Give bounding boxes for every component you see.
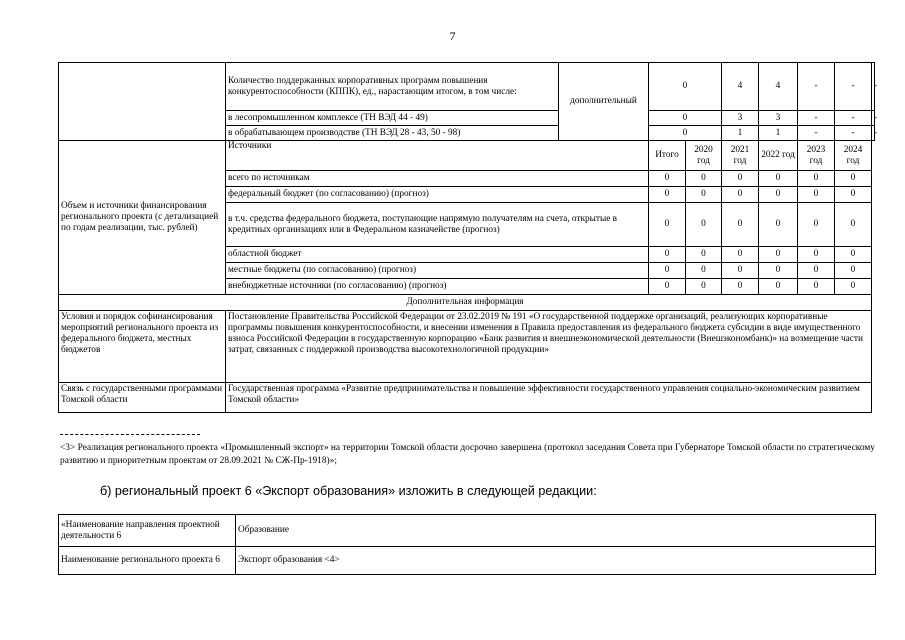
finance-value: 0 — [835, 279, 872, 295]
conditions-label: Условия и порядок софинансирования мероприятий регионального проекта из федерального бюджета, местных бюджетов — [59, 311, 226, 383]
col-header: 2023 год — [798, 141, 835, 171]
finance-value: 0 — [686, 203, 722, 247]
finance-value: 0 — [722, 171, 759, 187]
blank-cell — [59, 63, 226, 141]
finance-value: 0 — [835, 171, 872, 187]
col-header: 2021 год — [722, 141, 759, 171]
finance-value: 0 — [759, 247, 798, 263]
finance-value: 0 — [835, 203, 872, 247]
kppk-value: - — [835, 63, 872, 111]
finance-value: 0 — [759, 263, 798, 279]
finance-value: 0 — [722, 279, 759, 295]
sources-header: Источники — [226, 141, 649, 171]
finance-value: 0 — [649, 247, 686, 263]
col-header: Итого — [649, 141, 686, 171]
manuf-value: 1 — [722, 126, 759, 141]
finance-value: 0 — [835, 247, 872, 263]
finance-value: 0 — [759, 171, 798, 187]
direction-label: «Наименование направления проектной деятельности 6 — [59, 515, 236, 547]
project-value: Экспорт образования <4> — [236, 547, 876, 575]
finance-row-label: местные бюджеты (по согласованию) (прогноз) — [226, 263, 649, 279]
footnote: <3> Реализация регионального проекта «Промышленный экспорт» на территории Томской области досрочно завершена (протокол заседания Совета при Губернаторе Томской области по стратегическому развитию и приоритетным проектам от 28.09.2021 № СЖ-Пр-1918)»; — [60, 443, 875, 466]
finance-value: 0 — [649, 263, 686, 279]
finance-value: 0 — [798, 187, 835, 203]
finance-row-label: внебюджетные источники (по согласованию) (прогноз) — [226, 279, 649, 295]
conditions-text: Постановление Правительства Российской Федерации от 23.02.2019 № 191 «О государственной поддержке организаций, реализующих корпоративные программы повышения конкурентоспособности, и внесении изменения в Правила предоставления из федерального бюджета субсидии в виде имущественного взноса Российской Федерации в государственную корпорацию «Банк развития и внешнеэкономической деятельности (Внешэкономбанк)» на возмещение части затрат, связанных с поддержкой производства высокотехнологичной продукции» — [226, 311, 872, 383]
finance-value: 0 — [649, 279, 686, 295]
manuf-value: 1 — [759, 126, 798, 141]
link-text: Государственная программа «Развитие предпринимательства и повышение эффективности государственного управления социально-экономическим развитием Томской области» — [226, 383, 872, 413]
finance-value: 0 — [798, 171, 835, 187]
forest-value: - — [835, 111, 872, 126]
col-header: 2022 год — [759, 141, 798, 171]
kppk-value: 4 — [759, 63, 798, 111]
manuf-value: - — [835, 126, 872, 141]
kppk-value: 4 — [722, 63, 759, 111]
page-number: 7 — [449, 29, 456, 43]
finance-value: 0 — [798, 279, 835, 295]
manuf-value: - — [798, 126, 835, 141]
footnote-rule — [60, 434, 200, 435]
forest-value: - — [798, 111, 835, 126]
project-label: Наименование регионального проекта 6 — [59, 547, 236, 575]
manuf-value: - — [872, 126, 875, 141]
direction-value: Образование — [236, 515, 876, 547]
kppk-value: - — [798, 63, 835, 111]
link-label: Связь с государственными программами Томской области — [59, 383, 226, 413]
kppk-label: Количество поддержанных корпоративных программ повышения конкурентоспособности (КППК), ед., нарастающим итогом, в том числе: — [226, 63, 559, 111]
finance-value: 0 — [722, 263, 759, 279]
finance-value: 0 — [722, 247, 759, 263]
finance-value: 0 — [759, 187, 798, 203]
finance-value: 0 — [759, 279, 798, 295]
finance-value: 0 — [722, 187, 759, 203]
forest-value: 3 — [722, 111, 759, 126]
finance-value: 0 — [649, 171, 686, 187]
manuf-value: 0 — [649, 126, 722, 141]
subheading: б) региональный проект 6 «Экспорт образования» изложить в следующей редакции: — [100, 484, 597, 498]
finance-row-label: в т.ч. средства федерального бюджета, поступающие напрямую получателям на счета, открытые в кредитных организациях или в Федеральном казначействе (прогноз) — [226, 203, 649, 247]
forest-value: 3 — [759, 111, 798, 126]
finance-value: 0 — [835, 187, 872, 203]
finance-section-label: Объем и источники финансирования регионального проекта (с детализацией по годам реализации, тыс. рублей) — [59, 141, 226, 295]
finance-value: 0 — [686, 279, 722, 295]
finance-value: 0 — [686, 187, 722, 203]
additional-info-title: Дополнительная информация — [59, 295, 872, 311]
project-table — [58, 514, 876, 575]
finance-value: 0 — [686, 263, 722, 279]
finance-value: 0 — [722, 203, 759, 247]
finance-value: 0 — [798, 263, 835, 279]
manuf-label: в обрабатывающем производстве (ТН ВЭД 28 - 43, 50 - 98) — [226, 126, 559, 141]
finance-value: 0 — [649, 187, 686, 203]
finance-row-label: федеральный бюджет (по согласованию) (прогноз) — [226, 187, 649, 203]
finance-row-label: областной бюджет — [226, 247, 649, 263]
kppk-value: - — [872, 63, 875, 111]
col-header: 2020 год — [686, 141, 722, 171]
forest-value: - — [872, 111, 875, 126]
finance-value: 0 — [686, 247, 722, 263]
forest-label: в лесопромышленном комплексе (ТН ВЭД 44 - 49) — [226, 111, 559, 126]
finance-value: 0 — [835, 263, 872, 279]
indicator-type: дополнительный — [559, 63, 649, 141]
finance-value: 0 — [649, 203, 686, 247]
finance-value: 0 — [686, 171, 722, 187]
finance-value: 0 — [798, 203, 835, 247]
finance-row-label: всего по источникам — [226, 171, 649, 187]
kppk-value: 0 — [649, 63, 722, 111]
finance-value: 0 — [798, 247, 835, 263]
finance-value: 0 — [759, 203, 798, 247]
passport-table — [58, 62, 878, 413]
col-header: 2024 год — [835, 141, 872, 171]
forest-value: 0 — [649, 111, 722, 126]
